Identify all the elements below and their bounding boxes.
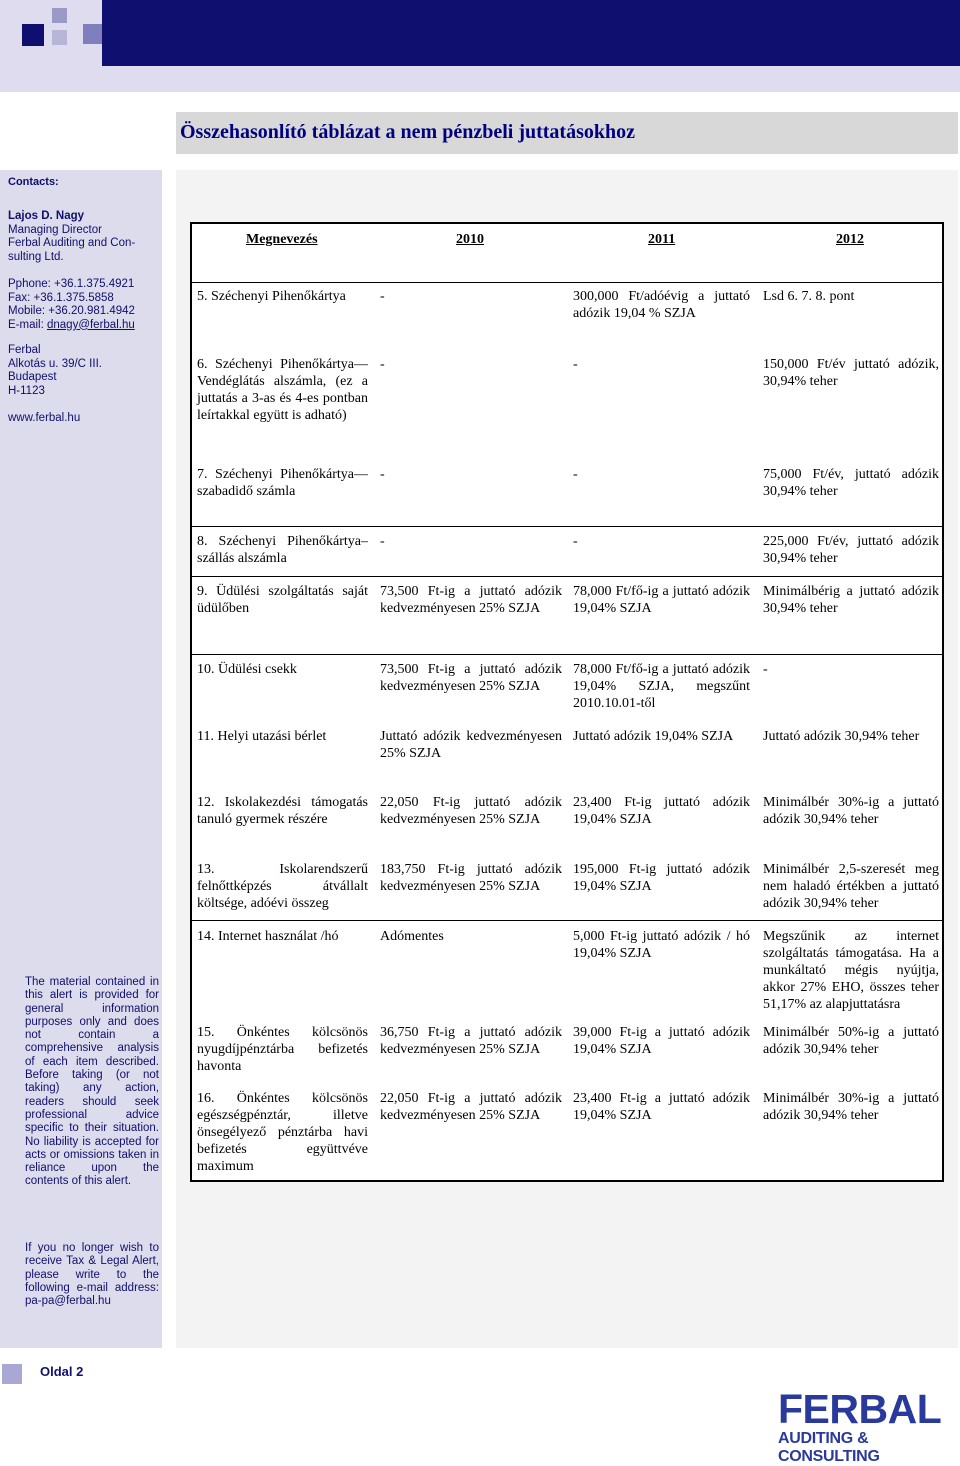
table-divider	[190, 576, 944, 577]
table-cell: Juttató adózik 19,04% SZJA	[573, 729, 734, 744]
table-cell: -	[573, 534, 578, 549]
decor-square	[22, 24, 44, 46]
table-cell: 12. Iskolakezdési támogatás tanuló gyermek részére	[197, 795, 368, 827]
table-cell: -	[573, 357, 578, 372]
table-cell: 7. Széchenyi Pihenőkártya— szabadidő számla	[197, 467, 368, 499]
table-cell: 39,000 Ft-ig a juttató adózik 19,04% SZJA	[573, 1025, 750, 1057]
table-cell: 13. Iskolarendszerű felnőttképzés átvállalt költsége, adóévi összeg	[197, 862, 368, 911]
table-cell: 14. Internet használat /hó	[197, 929, 339, 944]
email-link[interactable]: dnagy@ferbal.hu	[46, 318, 135, 331]
table-cell: Minimálbér 2,5-szeresét meg nem haladó értékben a juttató adózik 30,94% teher	[763, 862, 939, 911]
table-cell: 183,750 Ft-ig juttató adózik kedvezményesen 25% SZJA	[380, 862, 562, 894]
table-cell: 75,000 Ft/év, juttató adózik 30,94% teher	[763, 467, 939, 499]
header-2011: 2011	[648, 232, 676, 247]
footer-square	[2, 1364, 22, 1384]
table-cell: 78,000 Ft/fő-ig a juttató adózik 19,04% SZJA, megszűnt 2010.10.01-től	[573, 662, 750, 711]
decor-square	[52, 30, 67, 45]
table-cell: Juttató adózik 30,94% teher	[763, 729, 920, 744]
table-cell: 150,000 Ft/év juttató adózik, 30,94% teher	[763, 357, 939, 389]
table-cell: -	[380, 467, 385, 482]
table-cell: 22,050 Ft-ig a juttató adózik kedvezményesen 25% SZJA	[380, 1091, 562, 1123]
table-cell: 225,000 Ft/év, juttató adózik 30,94% teher	[763, 534, 939, 566]
table-cell: 22,050 Ft-ig juttató adózik kedvezményesen 25% SZJA	[380, 795, 562, 827]
ferbal-logo	[778, 1386, 942, 1466]
table-cell: 5,000 Ft-ig juttató adózik / hó 19,04% SZJA	[573, 929, 750, 961]
contact-company-cont: sulting Ltd.	[8, 250, 64, 263]
table-cell: Minimálbér 30%-ig a juttató adózik 30,94% teher	[763, 795, 939, 827]
table-divider	[190, 282, 944, 283]
table-cell: -	[573, 467, 578, 482]
contact-name: Lajos D. Nagy	[8, 210, 85, 222]
logo-main-text: FERBAL	[778, 1386, 942, 1432]
table-cell: 5. Széchenyi Pihenőkártya	[197, 289, 346, 304]
decor-square	[52, 8, 67, 23]
table-cell: Adómentes	[380, 929, 444, 944]
contact-fax: Fax: +36.1.375.5858	[8, 291, 114, 304]
unsubscribe-text: If you no longer wish to receive Tax & Legal Alert, please write to the following e-mail address: pa-pa@ferbal.hu	[25, 1242, 159, 1308]
header-band	[102, 0, 960, 66]
decor-square	[83, 24, 103, 44]
table-cell: Minimálbér 50%-ig a juttató adózik 30,94% teher	[763, 1025, 939, 1057]
contact-phone: Pphone: +36.1.375.4921	[8, 278, 135, 290]
table-cell: 23,400 Ft-ig juttató adózik 19,04% SZJA	[573, 795, 750, 827]
header-megnevezes: Megnevezés	[246, 232, 318, 247]
table-cell: Minimálbérig a juttató adózik 30,94% teher	[763, 584, 939, 616]
table-cell: 6. Széchenyi Pihenőkártya— Vendéglátás alszámla, (ez a juttatás a 3-as és 4-es pontban leírtakkal együtt is adható)	[197, 357, 368, 423]
contacts-label: Contacts:	[8, 176, 59, 188]
address-zip: H-1123	[8, 384, 45, 397]
table-cell: 16. Önkéntes kölcsönös egészségpénztár, illetve önsegélyező pénztárba havi befizetés együttvéve maximum	[197, 1091, 368, 1174]
table-cell: Minimálbér 30%-ig a juttató adózik 30,94% teher	[763, 1091, 939, 1123]
table-divider	[190, 920, 944, 921]
header-2010: 2010	[456, 232, 484, 247]
address-name: Ferbal	[8, 344, 41, 356]
table-cell: 15. Önkéntes kölcsönös nyugdíjpénztárba befizetés havonta	[197, 1025, 368, 1074]
table-cell: Lsd 6. 7. 8. pont	[763, 289, 855, 304]
table-cell: 23,400 Ft-ig a juttató adózik 19,04% SZJA	[573, 1091, 750, 1123]
disclaimer-text: The material contained in this alert is provided for general information purposes only and does not contain a comprehensive analysis of each item described. Before taking (or not taking) any action, readers should seek professional advice specific to their situation. No liability is accepted for acts or omissions taken in reliance upon the contents of this alert.	[25, 976, 159, 1188]
contact-mobile: Mobile: +36.20.981.4942	[8, 305, 135, 317]
table-cell: 195,000 Ft-ig juttató adózik 19,04% SZJA	[573, 862, 750, 894]
table-cell: 300,000 Ft/adóévig a juttató adózik 19,04 % SZJA	[573, 289, 750, 321]
table-cell: 73,500 Ft-ig a juttató adózik kedvezményesen 25% SZJA	[380, 584, 562, 616]
table-cell: -	[380, 289, 385, 304]
table-cell: -	[380, 534, 385, 549]
page-title: Összehasonlító táblázat a nem pénzbeli juttatásokhoz	[180, 121, 635, 143]
header-2012: 2012	[836, 232, 864, 247]
contact-position: Managing Director	[8, 223, 102, 236]
title-bar	[176, 112, 958, 154]
table-cell: 78,000 Ft/fő-ig a juttató adózik 19,04% SZJA	[573, 584, 750, 616]
table-cell: 73,500 Ft-ig a juttató adózik kedvezményesen 25% SZJA	[380, 662, 562, 694]
table-cell: Megszűnik az internet szolgáltatás támogatása. Ha a munkáltató mégis nyújtja, akkor 27% EHO, összes teher 51,17% az alapjuttatásra	[763, 929, 939, 1012]
website-link[interactable]: www.ferbal.hu	[8, 412, 81, 424]
table-divider	[190, 654, 944, 655]
contact-email-row	[8, 319, 154, 333]
address-city: Budapest	[8, 371, 57, 383]
logo-sub-text: AUDITING & CONSULTING	[778, 1430, 880, 1465]
table-divider	[190, 526, 944, 527]
table-cell: Juttató adózik kedvezményesen 25% SZJA	[380, 729, 562, 761]
table-cell: 8. Széchenyi Pihenőkártya– szállás alszámla	[197, 534, 368, 566]
table-cell: 11. Helyi utazási bérlet	[197, 729, 327, 744]
table-cell: -	[380, 357, 385, 372]
table-cell: 9. Üdülési szolgáltatás saját üdülőben	[197, 584, 368, 616]
contacts-sidebar	[0, 170, 162, 1348]
address-street: Alkotás u. 39/C III.	[8, 357, 102, 370]
table-cell: -	[763, 662, 768, 677]
table-cell: 10. Üdülési csekk	[197, 662, 297, 677]
email-label: E-mail:	[8, 318, 47, 331]
contact-block	[8, 210, 154, 426]
page-number: Oldal 2	[40, 1364, 84, 1379]
contact-company: Ferbal Auditing and Con-	[8, 237, 136, 249]
table-cell: 36,750 Ft-ig a juttató adózik kedvezményesen 25% SZJA	[380, 1025, 562, 1057]
